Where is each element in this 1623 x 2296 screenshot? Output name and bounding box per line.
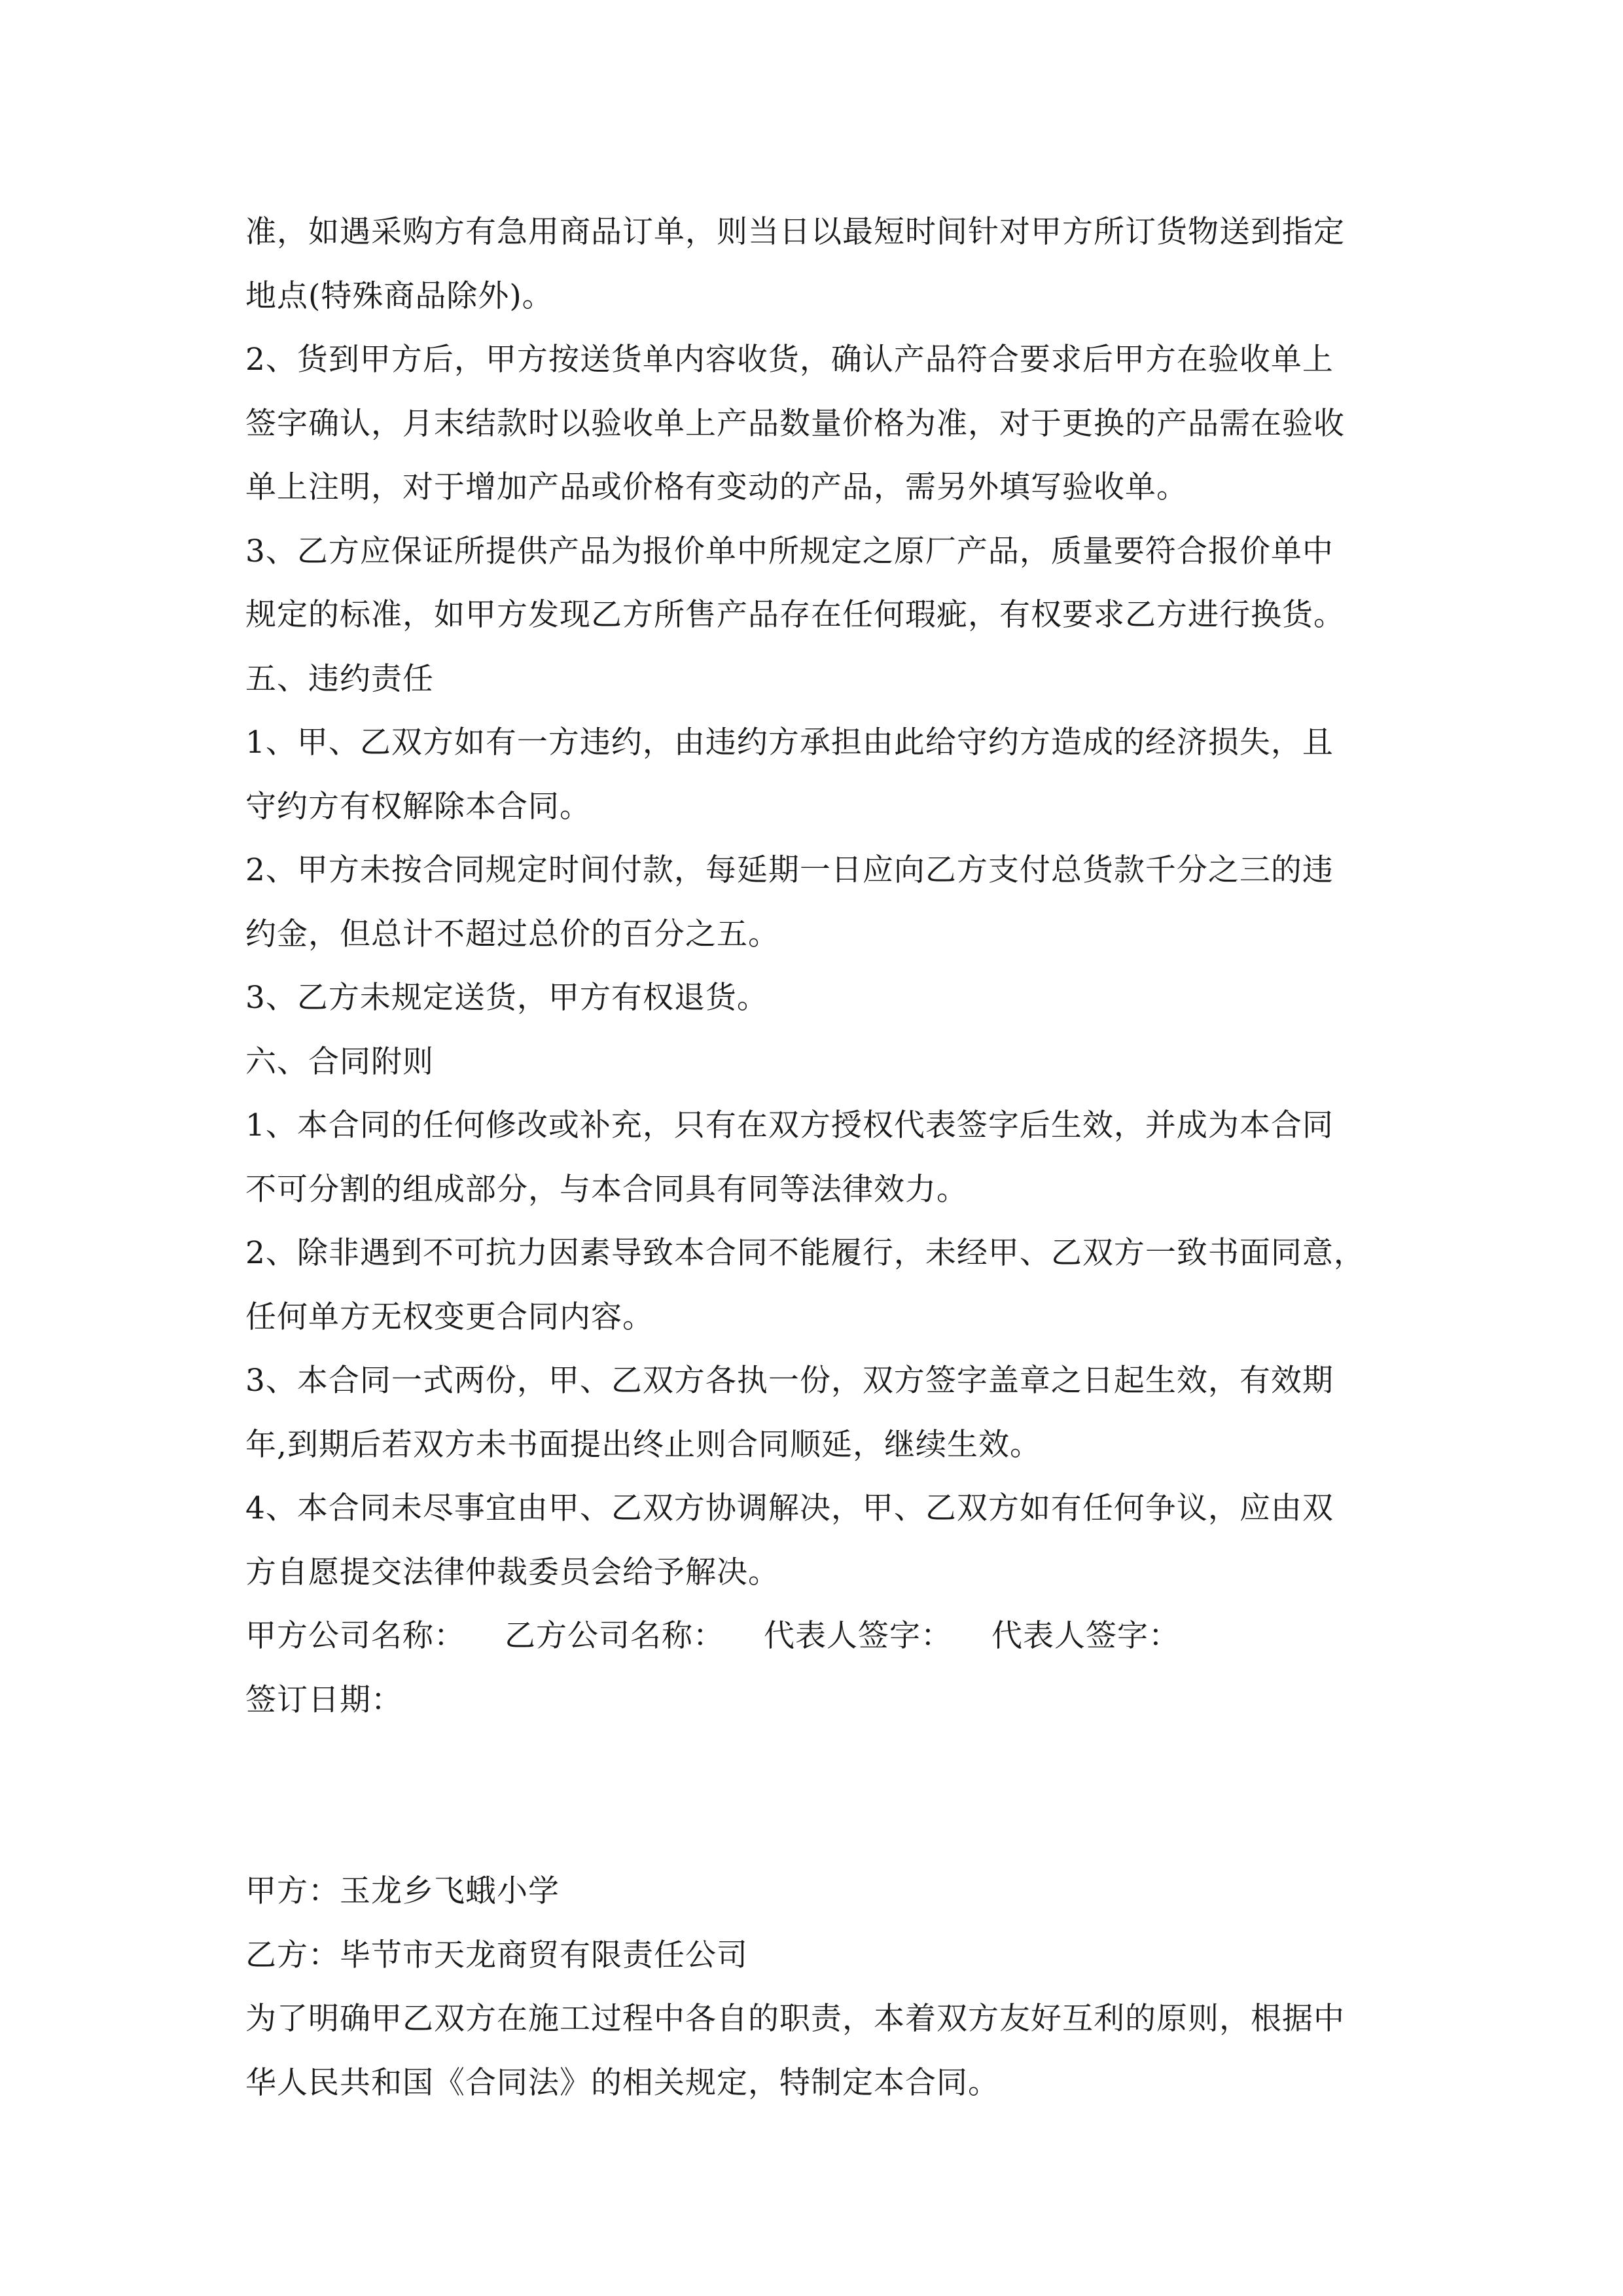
party-a-company-label: 甲方公司名称： xyxy=(245,1618,465,1654)
text-line: 2、甲方未按合同规定时间付款，每延期一日应向乙方支付总货款千分之三的违 xyxy=(245,852,1334,888)
party-b-company-label: 乙方公司名称： xyxy=(505,1618,724,1654)
section-heading: 五、违约责任 xyxy=(245,660,434,697)
text-line: 2、货到甲方后，甲方按送货单内容收货，确认产品符合要求后甲方在验收单上 xyxy=(245,342,1334,378)
rep-sign-a-label: 代表人签字： xyxy=(764,1618,952,1654)
text-line: 地点(特殊商品除外)。 xyxy=(245,278,554,314)
text-line: 3、本合同一式两份，甲、乙双方各执一份，双方签字盖章之日起生效，有效期 xyxy=(245,1363,1334,1399)
blank-gap xyxy=(245,1732,1404,1859)
text-line: 任何单方无权变更合同内容。 xyxy=(245,1299,654,1335)
document-body xyxy=(245,200,1404,2115)
text-line: 单上注明，对于增加产品或价格有变动的产品，需另外填写验收单。 xyxy=(245,469,1188,505)
text-line: 不可分割的组成部分，与本合同具有同等法律效力。 xyxy=(245,1171,968,1208)
text-line: 签字确认，月末结款时以验收单上产品数量价格为准，对于更换的产品需在验收 xyxy=(245,405,1345,442)
text-line: 3、乙方未规定送货，甲方有权退货。 xyxy=(245,980,768,1016)
text-line: 守约方有权解除本合同。 xyxy=(245,788,591,825)
text-line: 4、本合同未尽事宜由甲、乙双方协调解决，甲、乙双方如有任何争议，应由双 xyxy=(245,1490,1334,1526)
text-line: 1、甲、乙双方如有一方违约，由违约方承担由此给守约方造成的经济损失，且 xyxy=(245,725,1334,761)
text-line: 1、本合同的任何修改或补充，只有在双方授权代表签字后生效，并成为本合同 xyxy=(245,1107,1334,1143)
section-heading: 六、合同附则 xyxy=(245,1043,434,1080)
text-line: 规定的标准，如甲方发现乙方所售产品存在任何瑕疵，有权要求乙方进行换货。 xyxy=(245,597,1345,633)
text-line: 华人民共和国《合同法》的相关规定，特制定本合同。 xyxy=(245,2064,999,2101)
party-a-line: 甲方：玉龙乡飞蛾小学 xyxy=(245,1873,560,1909)
text-line: 方自愿提交法律仲裁委员会给予解决。 xyxy=(245,1554,779,1590)
sign-date-label: 签订日期： xyxy=(245,1681,402,1718)
text-line: 为了明确甲乙双方在施工过程中各自的职责，本着双方友好互利的原则，根据中 xyxy=(245,2001,1345,2037)
text-line: 3、乙方应保证所提供产品为报价单中所规定之原厂产品，质量要符合报价单中 xyxy=(245,533,1334,569)
party-b-line: 乙方：毕节市天龙商贸有限责任公司 xyxy=(245,1937,748,1973)
text-line: 准，如遇采购方有急用商品订单，则当日以最短时间针对甲方所订货物送到指定 xyxy=(245,214,1345,250)
text-line: 年,到期后若双方未书面提出终止则合同顺延，继续生效。 xyxy=(245,1426,1041,1463)
rep-sign-b-label: 代表人签字： xyxy=(991,1618,1180,1654)
text-line: 2、除非遇到不可抗力因素导致本合同不能履行，未经甲、乙双方一致书面同意， xyxy=(245,1235,1365,1271)
text-line: 约金，但总计不超过总价的百分之五。 xyxy=(245,916,779,952)
signature-line xyxy=(245,1604,1404,1668)
